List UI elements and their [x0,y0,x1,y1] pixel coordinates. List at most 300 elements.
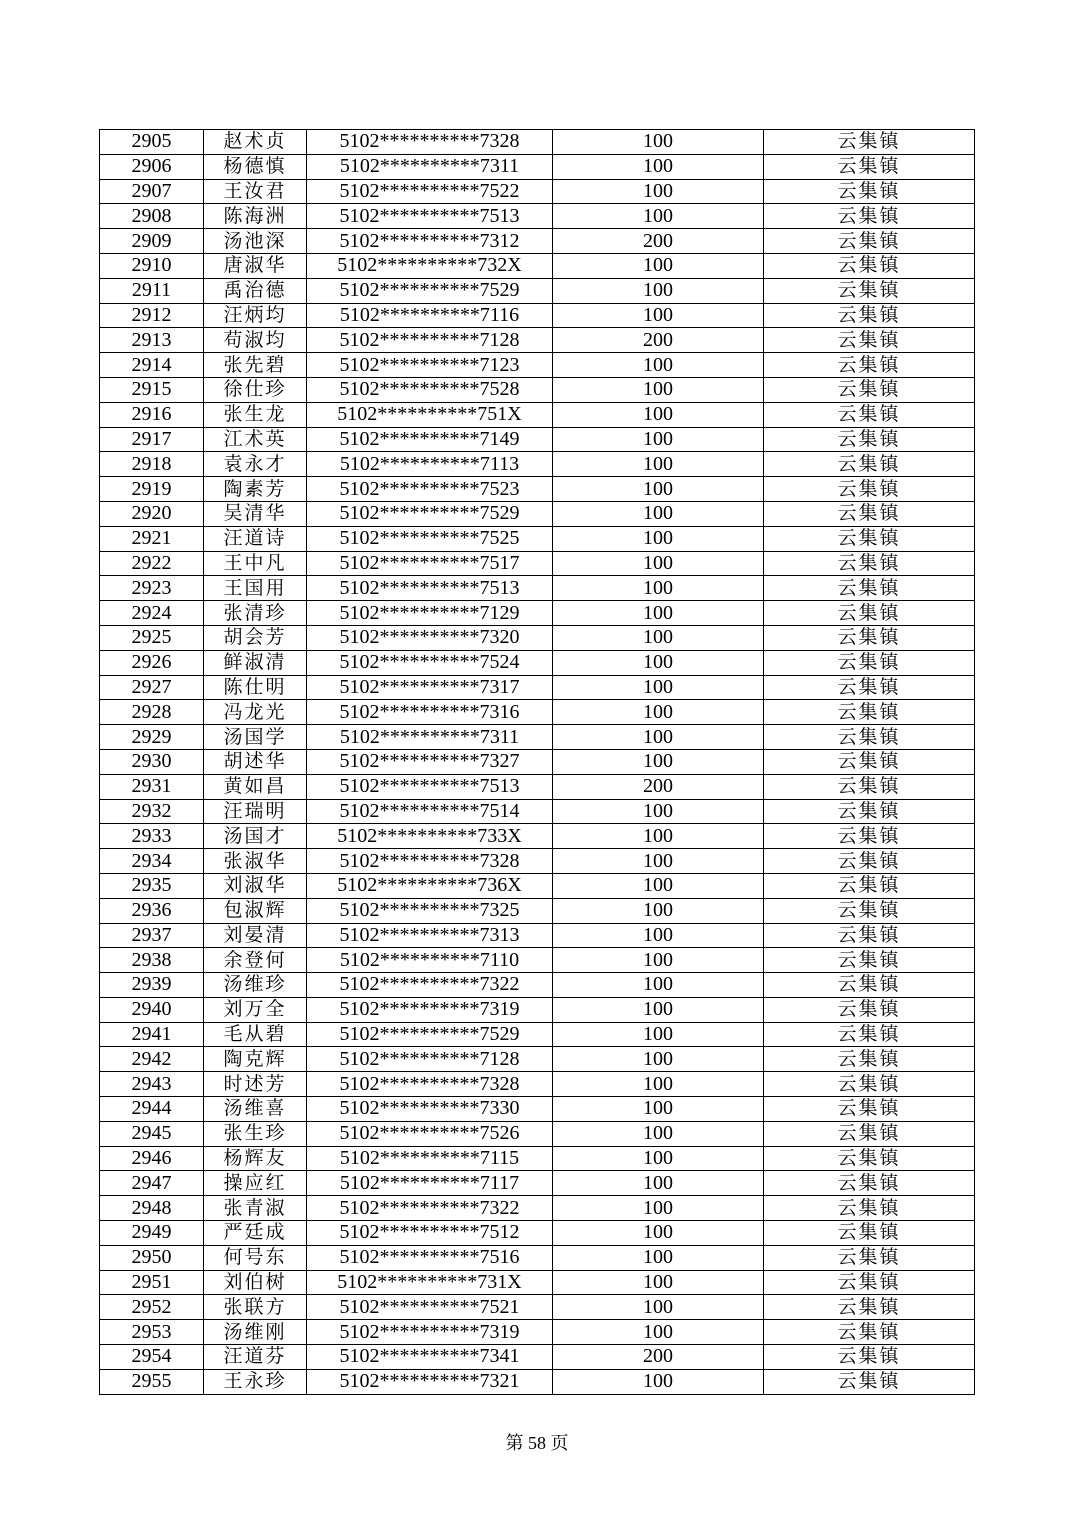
amount-cell: 100 [553,576,764,601]
name-cell: 陶克辉 [204,1047,307,1072]
row-number-cell: 2934 [100,849,204,874]
amount-cell: 100 [553,1047,764,1072]
table-row [100,1245,975,1270]
town-cell: 云集镇 [764,849,975,874]
id-number-cell: 5102**********736X [307,873,553,898]
town-cell: 云集镇 [764,278,975,303]
amount-cell: 100 [553,1221,764,1246]
town-cell: 云集镇 [764,725,975,750]
row-number-cell: 2941 [100,1022,204,1047]
id-number-cell: 5102**********7328 [307,130,553,155]
name-cell: 冯龙光 [204,700,307,725]
town-cell: 云集镇 [764,700,975,725]
amount-cell: 100 [553,1369,764,1394]
name-cell: 吴清华 [204,501,307,526]
id-number-cell: 5102**********7149 [307,427,553,452]
amount-cell: 100 [553,278,764,303]
town-cell: 云集镇 [764,477,975,502]
table-row [100,601,975,626]
table-row [100,1072,975,1097]
row-number-cell: 2951 [100,1270,204,1295]
name-cell: 陈海洲 [204,204,307,229]
name-cell: 汤维刚 [204,1320,307,1345]
name-cell: 汪炳均 [204,303,307,328]
name-cell: 张淑华 [204,849,307,874]
table-row [100,1022,975,1047]
id-number-cell: 5102**********7110 [307,948,553,973]
id-number-cell: 5102**********7513 [307,576,553,601]
name-cell: 余登何 [204,948,307,973]
row-number-cell: 2947 [100,1171,204,1196]
town-cell: 云集镇 [764,1022,975,1047]
amount-cell: 100 [553,923,764,948]
row-number-cell: 2943 [100,1072,204,1097]
id-number-cell: 5102**********7514 [307,799,553,824]
name-cell: 汤国学 [204,725,307,750]
id-number-cell: 5102**********7311 [307,154,553,179]
town-cell: 云集镇 [764,427,975,452]
table-row [100,501,975,526]
table-row [100,650,975,675]
name-cell: 王汝君 [204,179,307,204]
town-cell: 云集镇 [764,923,975,948]
id-number-cell: 5102**********7312 [307,229,553,254]
name-cell: 王国用 [204,576,307,601]
amount-cell: 100 [553,997,764,1022]
table-row [100,824,975,849]
town-cell: 云集镇 [764,973,975,998]
table-row [100,130,975,155]
row-number-cell: 2916 [100,402,204,427]
town-cell: 云集镇 [764,179,975,204]
amount-cell: 100 [553,601,764,626]
id-number-cell: 5102**********732X [307,253,553,278]
table-row [100,873,975,898]
amount-cell: 100 [553,824,764,849]
row-number-cell: 2948 [100,1196,204,1221]
town-cell: 云集镇 [764,253,975,278]
amount-cell: 100 [553,526,764,551]
town-cell: 云集镇 [764,402,975,427]
amount-cell: 100 [553,353,764,378]
row-number-cell: 2919 [100,477,204,502]
row-number-cell: 2933 [100,824,204,849]
name-cell: 王永珍 [204,1369,307,1394]
id-number-cell: 5102**********733X [307,824,553,849]
row-number-cell: 2918 [100,452,204,477]
row-number-cell: 2953 [100,1320,204,1345]
town-cell: 云集镇 [764,824,975,849]
name-cell: 陶素芳 [204,477,307,502]
table-row [100,973,975,998]
amount-cell: 100 [553,377,764,402]
id-number-cell: 5102**********7319 [307,997,553,1022]
row-number-cell: 2949 [100,1221,204,1246]
id-number-cell: 5102**********7516 [307,1245,553,1270]
amount-cell: 100 [553,749,764,774]
row-number-cell: 2925 [100,625,204,650]
town-cell: 云集镇 [764,353,975,378]
table-row [100,1295,975,1320]
amount-cell: 100 [553,1097,764,1122]
amount-cell: 200 [553,774,764,799]
table-row [100,303,975,328]
amount-cell: 100 [553,204,764,229]
table-row [100,278,975,303]
row-number-cell: 2913 [100,328,204,353]
amount-cell: 100 [553,1270,764,1295]
id-number-cell: 5102**********7529 [307,501,553,526]
name-cell: 张生龙 [204,402,307,427]
row-number-cell: 2917 [100,427,204,452]
town-cell: 云集镇 [764,576,975,601]
table-row [100,477,975,502]
town-cell: 云集镇 [764,1320,975,1345]
table-row [100,923,975,948]
name-cell: 操应红 [204,1171,307,1196]
town-cell: 云集镇 [764,1146,975,1171]
id-number-cell: 5102**********7321 [307,1369,553,1394]
table-row [100,328,975,353]
name-cell: 唐淑华 [204,253,307,278]
amount-cell: 100 [553,253,764,278]
id-number-cell: 5102**********7129 [307,601,553,626]
town-cell: 云集镇 [764,873,975,898]
table-row [100,1171,975,1196]
row-number-cell: 2907 [100,179,204,204]
table-row [100,1146,975,1171]
name-cell: 鲜淑清 [204,650,307,675]
town-cell: 云集镇 [764,328,975,353]
id-number-cell: 5102**********7322 [307,973,553,998]
name-cell: 汤维珍 [204,973,307,998]
table-row [100,402,975,427]
table-row [100,1121,975,1146]
row-number-cell: 2944 [100,1097,204,1122]
table-row [100,526,975,551]
row-number-cell: 2939 [100,973,204,998]
id-number-cell: 5102**********7320 [307,625,553,650]
id-number-cell: 5102**********7128 [307,1047,553,1072]
name-cell: 汪道芬 [204,1345,307,1370]
row-number-cell: 2950 [100,1245,204,1270]
table-row [100,898,975,923]
table-row [100,1369,975,1394]
amount-cell: 100 [553,551,764,576]
id-number-cell: 5102**********7330 [307,1097,553,1122]
amount-cell: 100 [553,402,764,427]
amount-cell: 100 [553,303,764,328]
table-row [100,1270,975,1295]
town-cell: 云集镇 [764,601,975,626]
amount-cell: 100 [553,1121,764,1146]
name-cell: 禹治德 [204,278,307,303]
table-row [100,377,975,402]
row-number-cell: 2932 [100,799,204,824]
table-row [100,452,975,477]
town-cell: 云集镇 [764,675,975,700]
name-cell: 胡会芳 [204,625,307,650]
table-body [100,130,975,1395]
table-row [100,700,975,725]
id-number-cell: 5102**********731X [307,1270,553,1295]
table-row [100,997,975,1022]
row-number-cell: 2936 [100,898,204,923]
id-number-cell: 5102**********751X [307,402,553,427]
name-cell: 刘淑华 [204,873,307,898]
row-number-cell: 2927 [100,675,204,700]
town-cell: 云集镇 [764,1270,975,1295]
table-row [100,229,975,254]
name-cell: 张青淑 [204,1196,307,1221]
id-number-cell: 5102**********7521 [307,1295,553,1320]
id-number-cell: 5102**********7116 [307,303,553,328]
amount-cell: 100 [553,1072,764,1097]
town-cell: 云集镇 [764,997,975,1022]
name-cell: 袁永才 [204,452,307,477]
amount-cell: 100 [553,725,764,750]
town-cell: 云集镇 [764,1221,975,1246]
name-cell: 刘伯树 [204,1270,307,1295]
id-number-cell: 5102**********7128 [307,328,553,353]
amount-cell: 100 [553,427,764,452]
name-cell: 刘万全 [204,997,307,1022]
town-cell: 云集镇 [764,948,975,973]
town-cell: 云集镇 [764,1345,975,1370]
row-number-cell: 2937 [100,923,204,948]
id-number-cell: 5102**********7123 [307,353,553,378]
name-cell: 严廷成 [204,1221,307,1246]
row-number-cell: 2955 [100,1369,204,1394]
id-number-cell: 5102**********7325 [307,898,553,923]
town-cell: 云集镇 [764,898,975,923]
town-cell: 云集镇 [764,526,975,551]
name-cell: 张清珍 [204,601,307,626]
id-number-cell: 5102**********7316 [307,700,553,725]
amount-cell: 100 [553,1022,764,1047]
name-cell: 汪道诗 [204,526,307,551]
table-row [100,1320,975,1345]
name-cell: 杨辉友 [204,1146,307,1171]
table-row [100,253,975,278]
name-cell: 汤维喜 [204,1097,307,1122]
town-cell: 云集镇 [764,625,975,650]
table-row [100,179,975,204]
table-row [100,576,975,601]
town-cell: 云集镇 [764,229,975,254]
name-cell: 汪瑞明 [204,799,307,824]
table-row [100,1221,975,1246]
table-row [100,551,975,576]
town-cell: 云集镇 [764,749,975,774]
row-number-cell: 2928 [100,700,204,725]
town-cell: 云集镇 [764,452,975,477]
id-number-cell: 5102**********7328 [307,1072,553,1097]
table-row [100,948,975,973]
id-number-cell: 5102**********7313 [307,923,553,948]
table-row [100,774,975,799]
table-row [100,749,975,774]
row-number-cell: 2921 [100,526,204,551]
table-row [100,849,975,874]
id-number-cell: 5102**********7523 [307,477,553,502]
row-number-cell: 2938 [100,948,204,973]
amount-cell: 100 [553,1320,764,1345]
town-cell: 云集镇 [764,799,975,824]
name-cell: 毛从碧 [204,1022,307,1047]
amount-cell: 100 [553,477,764,502]
row-number-cell: 2910 [100,253,204,278]
town-cell: 云集镇 [764,303,975,328]
id-number-cell: 5102**********7311 [307,725,553,750]
amount-cell: 100 [553,873,764,898]
name-cell: 王中凡 [204,551,307,576]
amount-cell: 200 [553,328,764,353]
id-number-cell: 5102**********7513 [307,204,553,229]
name-cell: 张联方 [204,1295,307,1320]
name-cell: 张先碧 [204,353,307,378]
row-number-cell: 2906 [100,154,204,179]
town-cell: 云集镇 [764,1121,975,1146]
amount-cell: 100 [553,799,764,824]
amount-cell: 100 [553,849,764,874]
row-number-cell: 2929 [100,725,204,750]
name-cell: 何号东 [204,1245,307,1270]
name-cell: 黄如昌 [204,774,307,799]
name-cell: 包淑辉 [204,898,307,923]
id-number-cell: 5102**********7529 [307,278,553,303]
amount-cell: 100 [553,700,764,725]
id-number-cell: 5102**********7524 [307,650,553,675]
town-cell: 云集镇 [764,377,975,402]
id-number-cell: 5102**********7528 [307,377,553,402]
town-cell: 云集镇 [764,774,975,799]
row-number-cell: 2940 [100,997,204,1022]
name-cell: 陈仕明 [204,675,307,700]
amount-cell: 100 [553,625,764,650]
page-number: 第 58 页 [505,1433,569,1453]
name-cell: 时述芳 [204,1072,307,1097]
row-number-cell: 2908 [100,204,204,229]
row-number-cell: 2909 [100,229,204,254]
town-cell: 云集镇 [764,551,975,576]
id-number-cell: 5102**********7322 [307,1196,553,1221]
row-number-cell: 2942 [100,1047,204,1072]
row-number-cell: 2911 [100,278,204,303]
amount-cell: 100 [553,1146,764,1171]
name-cell: 胡述华 [204,749,307,774]
table-row [100,799,975,824]
amount-cell: 100 [553,154,764,179]
row-number-cell: 2935 [100,873,204,898]
id-number-cell: 5102**********7319 [307,1320,553,1345]
table-row [100,204,975,229]
town-cell: 云集镇 [764,1072,975,1097]
row-number-cell: 2930 [100,749,204,774]
id-number-cell: 5102**********7327 [307,749,553,774]
table-row [100,725,975,750]
table-row [100,353,975,378]
name-cell: 汤池深 [204,229,307,254]
table-row [100,1345,975,1370]
row-number-cell: 2914 [100,353,204,378]
id-number-cell: 5102**********7529 [307,1022,553,1047]
town-cell: 云集镇 [764,501,975,526]
town-cell: 云集镇 [764,1171,975,1196]
table-row [100,1196,975,1221]
amount-cell: 100 [553,130,764,155]
row-number-cell: 2923 [100,576,204,601]
amount-cell: 100 [553,650,764,675]
name-cell: 江术英 [204,427,307,452]
table-row [100,1047,975,1072]
amount-cell: 100 [553,1245,764,1270]
id-number-cell: 5102**********7317 [307,675,553,700]
town-cell: 云集镇 [764,1295,975,1320]
town-cell: 云集镇 [764,204,975,229]
table-row [100,625,975,650]
table-row [100,1097,975,1122]
amount-cell: 100 [553,179,764,204]
amount-cell: 200 [553,229,764,254]
name-cell: 徐仕珍 [204,377,307,402]
id-number-cell: 5102**********7512 [307,1221,553,1246]
amount-cell: 100 [553,973,764,998]
id-number-cell: 5102**********7522 [307,179,553,204]
row-number-cell: 2946 [100,1146,204,1171]
town-cell: 云集镇 [764,1369,975,1394]
row-number-cell: 2912 [100,303,204,328]
name-cell: 杨德慎 [204,154,307,179]
table-row [100,427,975,452]
row-number-cell: 2954 [100,1345,204,1370]
id-number-cell: 5102**********7117 [307,1171,553,1196]
row-number-cell: 2905 [100,130,204,155]
town-cell: 云集镇 [764,650,975,675]
amount-cell: 100 [553,1295,764,1320]
row-number-cell: 2926 [100,650,204,675]
name-cell: 刘晏清 [204,923,307,948]
table-row [100,675,975,700]
name-cell: 汤国才 [204,824,307,849]
amount-cell: 100 [553,948,764,973]
name-cell: 苟淑均 [204,328,307,353]
id-number-cell: 5102**********7517 [307,551,553,576]
row-number-cell: 2915 [100,377,204,402]
row-number-cell: 2922 [100,551,204,576]
id-number-cell: 5102**********7328 [307,849,553,874]
town-cell: 云集镇 [764,154,975,179]
id-number-cell: 5102**********7113 [307,452,553,477]
id-number-cell: 5102**********7525 [307,526,553,551]
town-cell: 云集镇 [764,1097,975,1122]
amount-cell: 100 [553,1171,764,1196]
row-number-cell: 2924 [100,601,204,626]
row-number-cell: 2952 [100,1295,204,1320]
row-number-cell: 2945 [100,1121,204,1146]
town-cell: 云集镇 [764,130,975,155]
amount-cell: 100 [553,1196,764,1221]
table-row [100,154,975,179]
town-cell: 云集镇 [764,1047,975,1072]
amount-cell: 100 [553,501,764,526]
name-cell: 张生珍 [204,1121,307,1146]
town-cell: 云集镇 [764,1245,975,1270]
amount-cell: 200 [553,1345,764,1370]
row-number-cell: 2931 [100,774,204,799]
id-number-cell: 5102**********7341 [307,1345,553,1370]
payment-roster-table [99,129,975,1395]
